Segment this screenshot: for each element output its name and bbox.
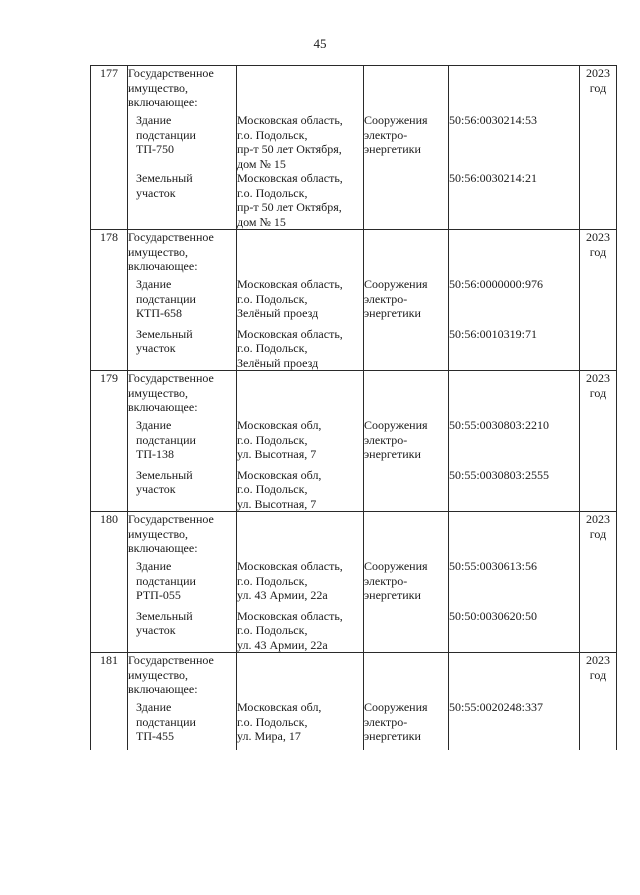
empty-type-cell [364,66,449,114]
property-name [128,468,237,512]
empty-address-cell [237,230,364,278]
property-name-line: участок [136,623,176,637]
property-address-line: Московская область, [237,113,343,127]
property-type-line: энергетики [364,306,421,320]
entry-year-line: 2023 [586,66,610,80]
property-name [128,277,237,327]
property-type [364,418,449,468]
property-name-line: Земельный [136,467,193,482]
property-name [128,327,237,371]
entry-header-text [128,653,237,701]
cadastral-number: 50:50:0030620:50 [449,609,580,653]
property-type [364,327,449,371]
row-spacer [136,157,236,163]
property-name-line: подстанции [136,714,196,729]
property-address-line: г.о. Подольск, [237,573,308,588]
cadastral-number: 50:56:0010319:71 [449,327,580,371]
property-address [237,700,364,750]
row-spacer [136,356,236,362]
property-address-line: дом № 15 [237,214,286,229]
entry-header-line: включающее: [128,400,198,414]
property-type-line: электро- [364,127,408,142]
entry-header-line: включающее: [128,541,198,555]
property-address [237,277,364,327]
property-name-line: Здание [136,700,172,714]
property-name-line: Земельный [136,326,193,341]
cadastral-number: 50:56:0030214:21 [449,171,580,230]
entry-year [580,653,617,750]
property-address-line: г.о. Подольск, [237,291,308,306]
property-type [364,609,449,653]
entry-year [580,230,617,371]
property-name-line: ТП-750 [136,142,174,156]
property-address-line: Московская обл, [237,467,322,482]
entry-year-line: 2023 [586,653,610,667]
property-name-line: подстанции [136,127,196,142]
property-address-line: г.о. Подольск, [237,714,308,729]
property-address-line: г.о. Подольск, [237,185,308,200]
property-address-line: ул. 43 Армии, 22а [237,637,328,652]
property-name-line: Земельный [136,171,193,185]
empty-address-cell [237,371,364,419]
property-name [128,418,237,468]
entry-header-text [128,230,237,278]
property-name [128,113,237,171]
empty-type-cell [364,512,449,560]
property-address-line: Московская обл, [237,700,322,714]
property-name-line: участок [136,341,176,355]
property-type-line: электро- [364,432,408,447]
entry-year-line: 2023 [586,371,610,385]
empty-address-cell [237,512,364,560]
entry-header-line: имущество, [128,385,189,400]
property-address-line: ул. 43 Армии, 22а [237,588,328,602]
property-name-line: ТП-455 [136,729,174,743]
entry-number: 179 [91,371,128,512]
row-spacer [136,744,236,750]
empty-cadastral-cell [449,371,580,419]
property-type [364,171,449,230]
empty-cadastral-cell [449,230,580,278]
property-address [237,609,364,653]
cadastral-number: 50:55:0030803:2210 [449,418,580,468]
property-address-line: пр-т 50 лет Октября, [237,200,342,214]
property-item-row [91,468,617,512]
property-type [364,113,449,171]
entry-header-row [91,371,617,419]
property-type [364,468,449,512]
entry-header-line: Государственное [128,66,214,80]
entry-header-line: имущество, [128,244,189,259]
row-spacer [136,200,236,206]
entry-header-line: Государственное [128,512,214,526]
property-address-line: Московская область, [237,559,343,573]
entry-year [580,66,617,230]
property-address-line: пр-т 50 лет Октября, [237,142,342,156]
property-type-line: Сооружения [364,277,428,291]
page-number: 45 [313,36,327,51]
property-type [364,559,449,609]
property-item-row [91,113,617,171]
property-address-line: г.о. Подольск, [237,482,308,496]
entry-header-line: включающее: [128,95,198,109]
property-type-line: энергетики [364,729,421,743]
property-name-line: участок [136,185,176,200]
entry-header-line: Государственное [128,371,214,385]
property-address [237,113,364,171]
property-item-row [91,700,617,750]
entry-year-line: год [589,526,607,541]
property-address-line: Московская область, [237,608,343,623]
entry-number: 178 [91,230,128,371]
property-name-line: Земельный [136,608,193,623]
property-name-line: Здание [136,113,172,127]
property-address-line: Московская область, [237,277,343,291]
property-type-line: электро- [364,714,408,729]
property-address-line: г.о. Подольск, [237,127,308,142]
property-type-line: Сооружения [364,559,428,573]
entry-header-line: включающее: [128,259,198,273]
property-address-line: Московская обл, [237,418,322,432]
empty-type-cell [364,371,449,419]
property-name-line: Здание [136,277,172,291]
property-type-line: Сооружения [364,113,428,127]
property-item-row [91,327,617,371]
property-item-row [91,171,617,230]
empty-type-cell [364,653,449,701]
entry-number: 180 [91,512,128,653]
cadastral-number: 50:55:0030803:2555 [449,468,580,512]
property-name-line: Здание [136,418,172,432]
property-type-line: электро- [364,291,408,306]
property-name [128,700,237,750]
property-type-line: Сооружения [364,700,428,714]
entry-header-line: имущество, [128,526,189,541]
property-type-line: Сооружения [364,418,428,432]
entry-header-row [91,230,617,278]
property-name-line: подстанции [136,432,196,447]
entry-year [580,371,617,512]
property-name-line: подстанции [136,573,196,588]
property-item-row [91,609,617,653]
property-address-line: ул. Высотная, 7 [237,496,317,511]
entry-number: 181 [91,653,128,750]
property-address-line: г.о. Подольск, [237,341,308,355]
property-name [128,609,237,653]
entry-header-row [91,512,617,560]
empty-cadastral-cell [449,653,580,701]
empty-type-cell [364,230,449,278]
property-name-line: участок [136,482,176,496]
entry-year-line: год [589,667,607,682]
entry-year-line: год [589,385,607,400]
entry-year-line: 2023 [586,512,610,526]
entry-header-line: Государственное [128,653,214,667]
entry-year-line: год [589,80,607,95]
entry-header-text [128,66,237,114]
empty-address-cell [237,66,364,114]
property-item-row [91,418,617,468]
property-address-line: Зелёный проезд [237,355,319,370]
empty-address-cell [237,653,364,701]
property-address [237,418,364,468]
cadastral-number: 50:55:0020248:337 [449,700,580,750]
row-spacer [136,638,236,644]
empty-cadastral-cell [449,512,580,560]
property-address [237,327,364,371]
property-type [364,277,449,327]
entry-year [580,512,617,653]
row-spacer [136,497,236,503]
property-address [237,559,364,609]
entry-header-text [128,512,237,560]
property-address-line: ул. Высотная, 7 [237,447,317,461]
property-address [237,171,364,230]
property-name-line: РТП-055 [136,588,181,602]
property-address-line: ул. Мира, 17 [237,729,301,743]
property-type-line: энергетики [364,447,421,461]
entry-header-text [128,371,237,419]
property-name [128,171,237,230]
entry-header-row [91,653,617,701]
property-type-line: энергетики [364,588,421,602]
property-address-line: дом № 15 [237,156,286,171]
property-registry-table [90,65,617,750]
property-name-line: ТП-138 [136,447,174,461]
property-item-row [91,277,617,327]
entry-number: 177 [91,66,128,230]
property-name-line: Здание [136,559,172,573]
property-address-line: г.о. Подольск, [237,432,308,447]
property-address-line: Зелёный проезд [237,306,319,320]
entry-year-line: год [589,244,607,259]
property-name-line: подстанции [136,291,196,306]
property-address [237,468,364,512]
property-name-line: КТП-658 [136,306,182,320]
property-type-line: электро- [364,573,408,588]
entry-header-line: имущество, [128,667,189,682]
cadastral-number: 50:56:0000000:976 [449,277,580,327]
entry-header-row [91,66,617,114]
property-address-line: Московская область, [237,171,343,185]
property-address-line: г.о. Подольск, [237,623,308,637]
property-type-line: энергетики [364,142,421,156]
cadastral-number: 50:55:0030613:56 [449,559,580,609]
entry-year-line: 2023 [586,230,610,244]
registry-body [91,66,617,750]
empty-cadastral-cell [449,66,580,114]
entry-header-line: включающее: [128,682,198,696]
cadastral-number: 50:56:0030214:53 [449,113,580,171]
property-address-line: Московская область, [237,326,343,341]
entry-header-line: имущество, [128,80,189,95]
property-item-row [91,559,617,609]
property-name [128,559,237,609]
property-type [364,700,449,750]
entry-header-line: Государственное [128,230,214,244]
